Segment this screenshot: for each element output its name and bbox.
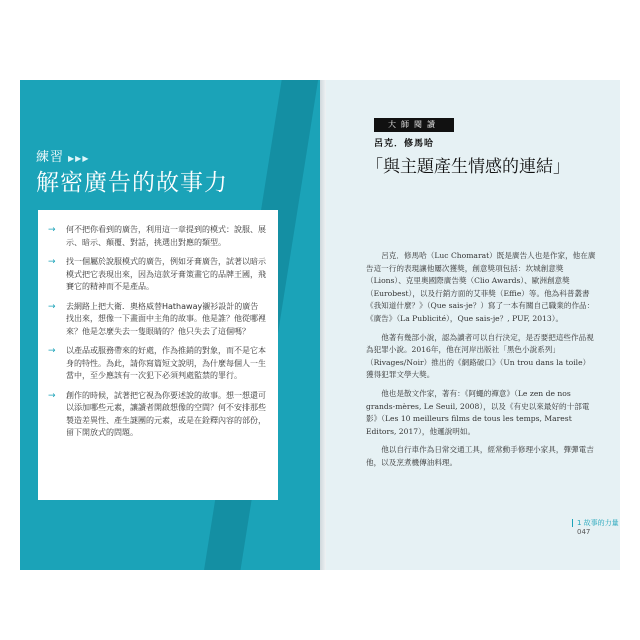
master-name: 呂克．修馬哈 (374, 139, 435, 149)
quote-title: 「與主題產生情感的連結」 (366, 157, 570, 177)
arrow-icon: → (48, 346, 56, 356)
list-item: → 何不把你看到的廣告，利用這一章提到的模式：說服、展示、暗示、顛覆、對話，挑選出對應的類型。 (48, 225, 266, 247)
exercise-card (38, 210, 278, 500)
paragraph: 呂克．修馬哈（Luc Chomarat）既是廣告人也是作家，他在廣告這一行的表現讓他屢次獲獎，創意獎項包括：坎城創意獎（Lions）、克里奧國際廣告獎（Clio Awards）、歐洲創意獎（Eurobest），以及行銷方面的艾菲獎（Effie）等。他為科普叢書《我知道什麼？》（Que sais-je？）寫了一本有關自己職業的作品：《廣告》（La Publicité），Que sais-je？, PUF, 2013）。 (366, 251, 596, 323)
paragraph: 他著有幾部小說，認為讀者可以自行決定，是否要把這些作品視為犯罪小說。2016年，他在河岸出版社「黑色小說系列」（Rivages/Noir）推出的《網路破口》（Un trou dans la toile）獲得犯罪文學大獎。 (366, 332, 594, 380)
arrow-icon: → (48, 257, 56, 267)
master-reading-badge: 大師閱讀 (374, 118, 454, 132)
list-item: → 去網路上把大衛．奧格威替Hathaway襯衫設計的廣告找出來，想像一下畫面中主角的故事。他是誰？他從哪裡來？他是怎麼失去一隻眼睛的？他只失去了這個嗎？ (48, 301, 266, 336)
right-page (326, 80, 620, 570)
footer-divider (572, 519, 573, 527)
paragraph: 他以自行車作為日常交通工具，經常動手修理小家具，彈彈電吉他，以及烹煮機傳油料理。 (366, 445, 594, 467)
left-page (20, 80, 320, 570)
body-text (366, 250, 596, 476)
exercise-label: 練習 ▶▶▶ (36, 150, 90, 165)
arrow-icon: → (48, 225, 56, 235)
book-spread (20, 80, 620, 570)
footer-chapter: 1 故事的力量 (577, 519, 619, 527)
arrow-icon: → (48, 390, 56, 401)
arrow-icon: → (48, 301, 56, 312)
exercise-title: 解密廣告的故事力 (36, 170, 228, 196)
list-item: → 找一個屬於說服模式的廣告，例如牙膏廣告，試著以暗示模式把它表現出來，因為這款牙膏策畫它的品牌王國，飛賽它的精神而不是產品。 (48, 257, 266, 291)
page-number: 047 (577, 528, 591, 536)
list-item: → 以產品或服務帶來的好處，作為推銷的對象，而不是它本身的特性。為此，請你寫篇短文說明，為什麼每個人一生當中，至少應該有一次犯下必須判處監禁的罪行。 (48, 346, 266, 380)
list-item: → 創作的時候，試著把它視為你要述說的故事。想一想還可以添加哪些元素，讓讀者開啟想像的空間？何不安排那些製造差異性、產生謎團的元素，或是在銓釋內容的部份，留下開放式的問題。 (48, 390, 266, 437)
page-footer (572, 518, 620, 536)
exercise-list (38, 210, 278, 440)
paragraph: 他也是散文作家，著有：《阿蠅的禪意》（Le zen de nos grands-mères, Le Seuil, 2008），以及《有史以來最好的十部電影》（Les 10 meilleurs films de tous les temps, Marest Editors, 2017），他邏說明如。 (366, 388, 590, 436)
arrows-icon: ▶▶▶ (68, 154, 90, 163)
